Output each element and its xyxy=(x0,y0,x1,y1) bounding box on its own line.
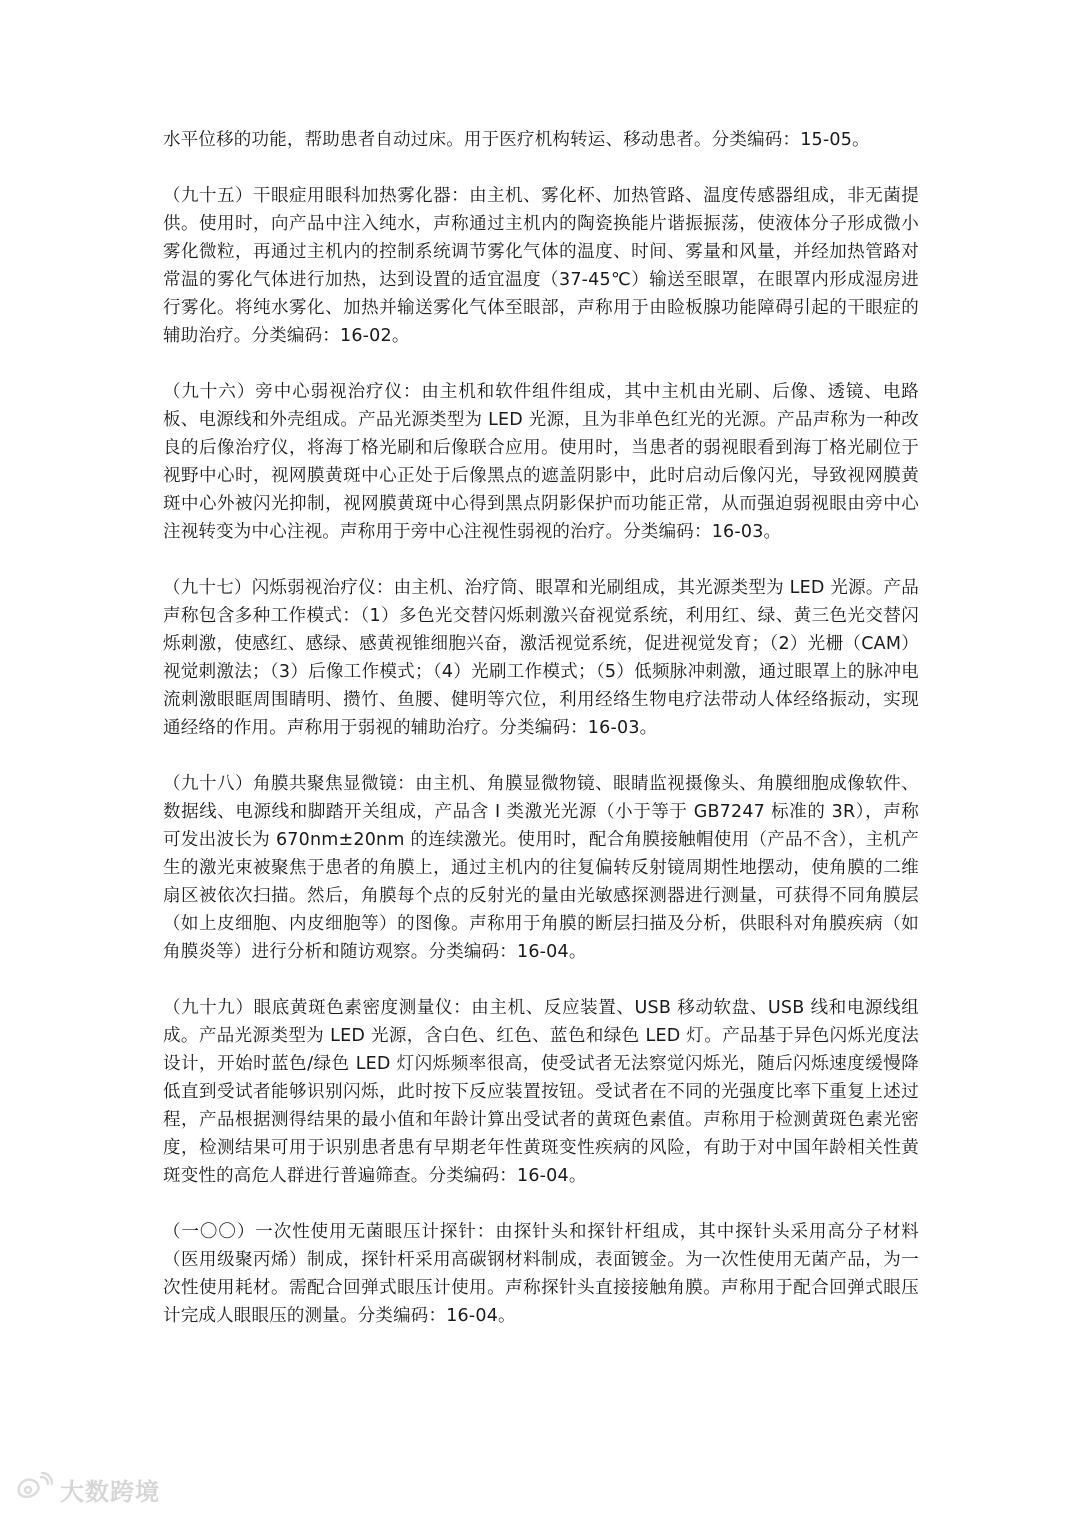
paragraph-item-96: （九十六）旁中心弱视治疗仪：由主机和软件组件组成，其中主机由光刷、后像、透镜、电路板、电源线和外壳组成。产品光源类型为 LED 光源，且为非单色红光的光源。产品声称为一种改良的后像治疗仪，将海丁格光刷和后像联合应用。使用时，当患者的弱视眼看到海丁格光刷位于视野中心时，视网膜黄斑中心正处于后像黑点的遮盖阴影中，此时启动后像闪光，导致视网膜黄斑中心外被闪光抑制，视网膜黄斑中心得到黑点阴影保护而功能正常，从而强迫弱视眼由旁中心注视转变为中心注视。声称用于旁中心注视性弱视的治疗。分类编码：16-03。 xyxy=(163,382,919,542)
paragraph-item-97: （九十七）闪烁弱视治疗仪：由主机、治疗筒、眼罩和光刷组成，其光源类型为 LED 光源。产品声称包含多种工作模式：（1）多色光交替闪烁刺激兴奋视觉系统，利用红、绿、黄三色光交替闪烁刺激，使感红、感绿、感黄视锥细胞兴奋，激活视觉系统，促进视觉发育；（2）光栅（CAM）视觉刺激法；（3）后像工作模式；（4）光刷工作模式；（5）低频脉冲刺激，通过眼罩上的脉冲电流刺激眼眶周围睛明、攒竹、鱼腰、健明等穴位，利用经络生物电疗法带动人体经络振动，实现通经络的作用。声称用于弱视的辅助治疗。分类编码：16-03。 xyxy=(163,578,919,738)
paragraph-item-98: （九十八）角膜共聚焦显微镜：由主机、角膜显微物镜、眼睛监视摄像头、角膜细胞成像软件、数据线、电源线和脚踏开关组成，产品含 I 类激光光源（小于等于 GB7247 标准的 3R），声称可发出波长为 670nm±20nm 的连续激光。使用时，配合角膜接触帽使用（产品不含），主机产生的激光束被聚焦于患者的角膜上，通过主机内的往复偏转反射镜周期性地摆动，使角膜的二维扇区被依次扫描。然后，角膜每个点的反射光的量由光敏感探测器进行测量，可获得不同角膜层（如上皮细胞、内皮细胞等）的图像。声称用于角膜的断层扫描及分析，供眼科对角膜疾病（如角膜炎等）进行分析和随访观察。分类编码：16-04。 xyxy=(163,774,919,962)
document-body xyxy=(163,126,919,1330)
paragraph-item-100: （一〇〇）一次性使用无菌眼压计探针：由探针头和探针杆组成，其中探针头采用高分子材料（医用级聚丙烯）制成，探针杆采用高碳钢材料制成，表面镀金。为一次性使用无菌产品，为一次性使用耗材。需配合回弹式眼压计使用。声称探针头直接接触角膜。声称用于配合回弹式眼压计完成人眼眼压的测量。分类编码：16-04。 xyxy=(163,1222,919,1326)
paragraph-item-95: （九十五）干眼症用眼科加热雾化器：由主机、雾化杯、加热管路、温度传感器组成，非无菌提供。使用时，向产品中注入纯水，声称通过主机内的陶瓷换能片谐振振荡，使液体分子形成微小雾化微粒，再通过主机内的控制系统调节雾化气体的温度、时间、雾量和风量，并经加热管路对常温的雾化气体进行加热，达到设置的适宜温度（37-45℃）输送至眼罩，在眼罩内形成湿房进行雾化。将纯水雾化、加热并输送雾化气体至眼部，声称用于由睑板腺功能障碍引起的干眼症的辅助治疗。分类编码：16-02。 xyxy=(163,186,919,346)
watermark xyxy=(14,1471,160,1507)
weibo-logo-icon xyxy=(14,1471,54,1507)
paragraph-continuation: 水平位移的功能，帮助患者自动过床。用于医疗机构转运、移动患者。分类编码：15-05。 xyxy=(163,130,870,150)
paragraph-item-99: （九十九）眼底黄斑色素密度测量仪：由主机、反应装置、USB 移动软盘、USB 线和电源线组成。产品光源类型为 LED 光源，含白色、红色、蓝色和绿色 LED 灯。产品基于异色闪烁光度法设计，开始时蓝色/绿色 LED 灯闪烁频率很高，使受试者无法察觉闪烁光，随后闪烁速度缓慢降低直到受试者能够识别闪烁，此时按下反应装置按钮。受试者在不同的光强度比率下重复上述过程，产品根据测得结果的最小值和年龄计算出受试者的黄斑色素值。声称用于检测黄斑色素光密度，检测结果可用于识别患者患有早期老年性黄斑变性疾病的风险，有助于对中国年龄相关性黄斑变性的高危人群进行普遍筛查。分类编码：16-04。 xyxy=(163,998,919,1186)
watermark-text: 大数跨境 xyxy=(60,1477,160,1506)
